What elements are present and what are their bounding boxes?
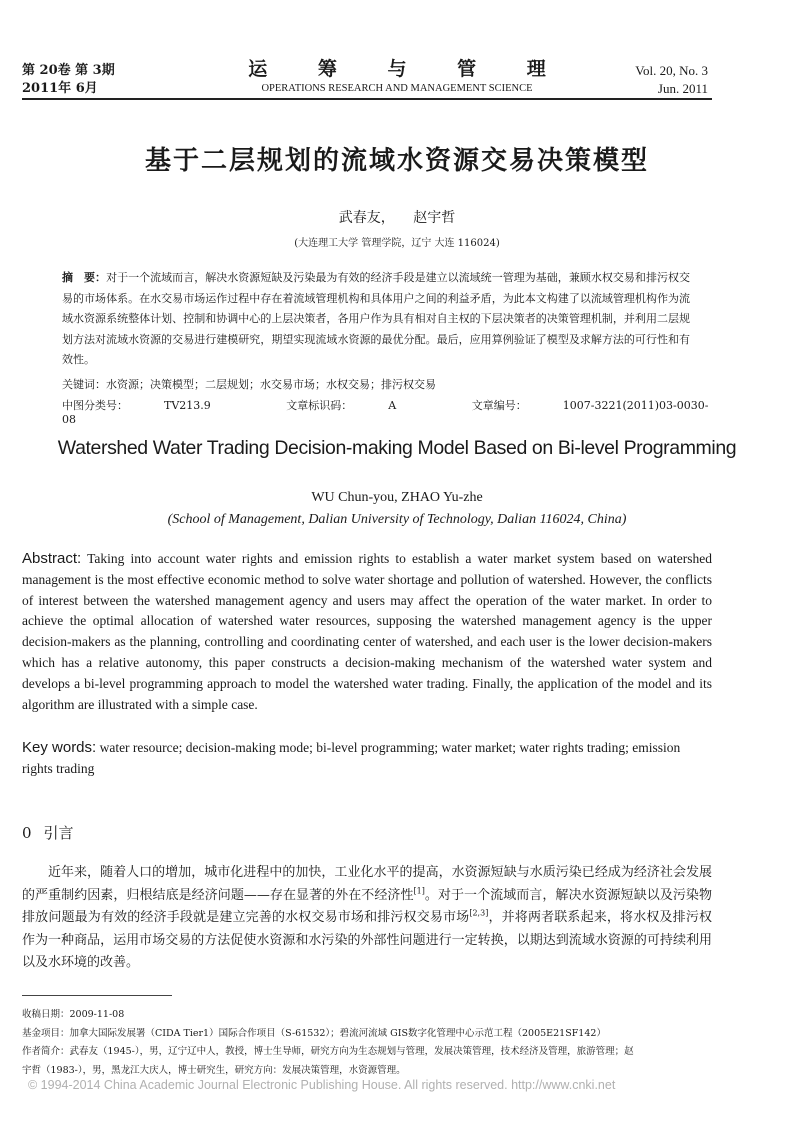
affiliation-en: (School of Management, Dalian University of Technology, Dalian 116024, China) (167, 512, 627, 527)
citation-1[interactable]: [1] (413, 886, 425, 896)
copyright-watermark: © 1994-2014 China Academic Journal Electronic Publishing House. All rights reserved. http://www.cnki.net (28, 1078, 616, 1092)
keywords-en (22, 738, 712, 780)
clc-group (62, 399, 247, 412)
footnotes (22, 1006, 722, 1080)
authors-cn: 武春友， 赵宇哲 (338, 210, 456, 226)
classification-line (62, 397, 794, 426)
author-bio-1: 作者简介：武春友（1945-），男，辽宁辽中人，教授，博士生导师，研究方向为生态规划与管理，发展决策管理，技术经济及管理，旅游管理；赵 (22, 1046, 634, 1057)
funding-info: 基金项目：加拿大国际发展署（CIDA Tier1）国际合作项目（S-61532）；碧流河流域 GIS数字化管理中心示范工程（2005E21SF142） (22, 1027, 606, 1039)
journal-name-cn: 运 筹 与 管 理 (248, 58, 568, 80)
abstract-cn (62, 268, 690, 371)
header-rule (22, 98, 712, 100)
abstract-en-text: Taking into account water rights and emission rights to establish a water market system based on watershed management is the most effective economic method to solve water shortage and pollution of watershed. However, the conflicts of interest between the watershed management agency and users may affect the operation of the water market. In order to achieve the optimal allocation of watershed water resources, supposing the watershed management agency is the upper decision-makers as the planning, controlling and coordinating center of watershed, and each user is the lower decision-makers which has a relative autonomy, this paper constructs a decision-making mechanism of the watershed water system and develops a bi-level programming approach to model the watershed water trading. Finally, the application of the model and its algorithm are illustrated with a simple case. (22, 551, 712, 712)
article-no-value: 1007-3221(2011)03-0030-08 (62, 399, 709, 426)
intro-text-3: ，并将两者联系起来，将水权及排污权作为一种商品，运用市场交易的方法促使水资源和水污染的外部性问题进行一定转换，以期达到流域水资源的可持续利用以及水环境的改善。 (22, 910, 712, 970)
journal-issue-info-en (635, 62, 708, 98)
affiliation-cn: (大连理工大学 管理学院，辽宁 大连 116024) (294, 238, 500, 249)
intro-paragraph (22, 862, 712, 975)
section-number: 0 (22, 824, 32, 842)
date-en: Jun. 2011 (657, 81, 708, 96)
citation-2[interactable]: [2,3] (469, 908, 489, 918)
keywords-cn (62, 376, 436, 392)
keywords-en-text: water resource; decision-making mode; bi-level programming; water market; water rights trading; emission rights trading (22, 740, 681, 776)
title-cn: 基于二层规划的流域水资源交易决策模型 (144, 146, 649, 176)
keywords-en-label: Key words: (22, 739, 97, 756)
received-date: 收稿日期：2009-11-08 (22, 1009, 125, 1020)
author-bio-2: 宇哲（1983-），男，黑龙江大庆人，博士研究生，研究方向：发展决策管理，水资源管理。 (22, 1064, 406, 1076)
keywords-cn-label: 关键词： (62, 378, 106, 391)
keywords-cn-text: 水资源；决策模型；二层规划；水交易市场；水权交易；排污权交易 (106, 378, 436, 391)
abstract-en-label: Abstract: (22, 550, 82, 567)
title-en: Watershed Water Trading Decision-making Model Based on Bi-level Programming (57, 437, 737, 459)
section-title: 引言 (43, 824, 74, 842)
date-cn: 2011年 6月 (22, 81, 98, 96)
intro-text-1: 近年来，随着人口的增加，城市化进程中的加快，工业化水平的提高，水资源短缺与水质污染已经成为经济社会发展的严重制约因素，归根结底是经济问题——存在显著的外在不经济性 (22, 865, 712, 903)
abstract-en (22, 549, 712, 715)
journal-name-en: OPERATIONS RESEARCH AND MANAGEMENT SCIENCE (261, 83, 533, 94)
intro-text-2: 。对于一个流域而言，解决水资源短缺以及污染物排放问题最为有效的经济手段就是建立完善的水权交易市场和排污权交易市场 (22, 887, 712, 925)
volume-en: Vol. 20, No. 3 (635, 63, 708, 78)
article-no-label: 文章编号： (471, 399, 527, 412)
abstract-cn-text: 对于一个流域而言，解决水资源短缺及污染最为有效的经济手段是建立以流域统一管理为基础，兼顾水权交易和排污权交易的市场体系。在水交易市场运作过程中存在着流域管理机构和具体用户之间的利益矛盾，为此本文构建了以流域管理机构作为流域水资源系统整体计划、控制和协调中心的上层决策者，各用户作为具有相对自主权的下层决策者的决策管理机制，并利用二层规划方法对流域水资源的交易进行建模研究，期望实现流域水资源的最优分配。最后，应用算例验证了模型及求解方法的可行性和有效性。 (62, 271, 691, 366)
abstract-cn-label: 摘 要： (62, 271, 107, 284)
section-heading (22, 822, 74, 843)
doc-code-value: A (388, 399, 397, 412)
clc-label: 中图分类号： (62, 399, 128, 412)
doc-code-group (286, 399, 432, 412)
volume-cn: 第 20卷 第 3期 (22, 63, 115, 78)
clc-value: TV213.9 (164, 399, 211, 412)
footnote-rule (22, 995, 172, 996)
doc-code-label: 文章标识码： (286, 399, 353, 412)
authors-en: WU Chun-you, ZHAO Yu-zhe (311, 490, 483, 505)
